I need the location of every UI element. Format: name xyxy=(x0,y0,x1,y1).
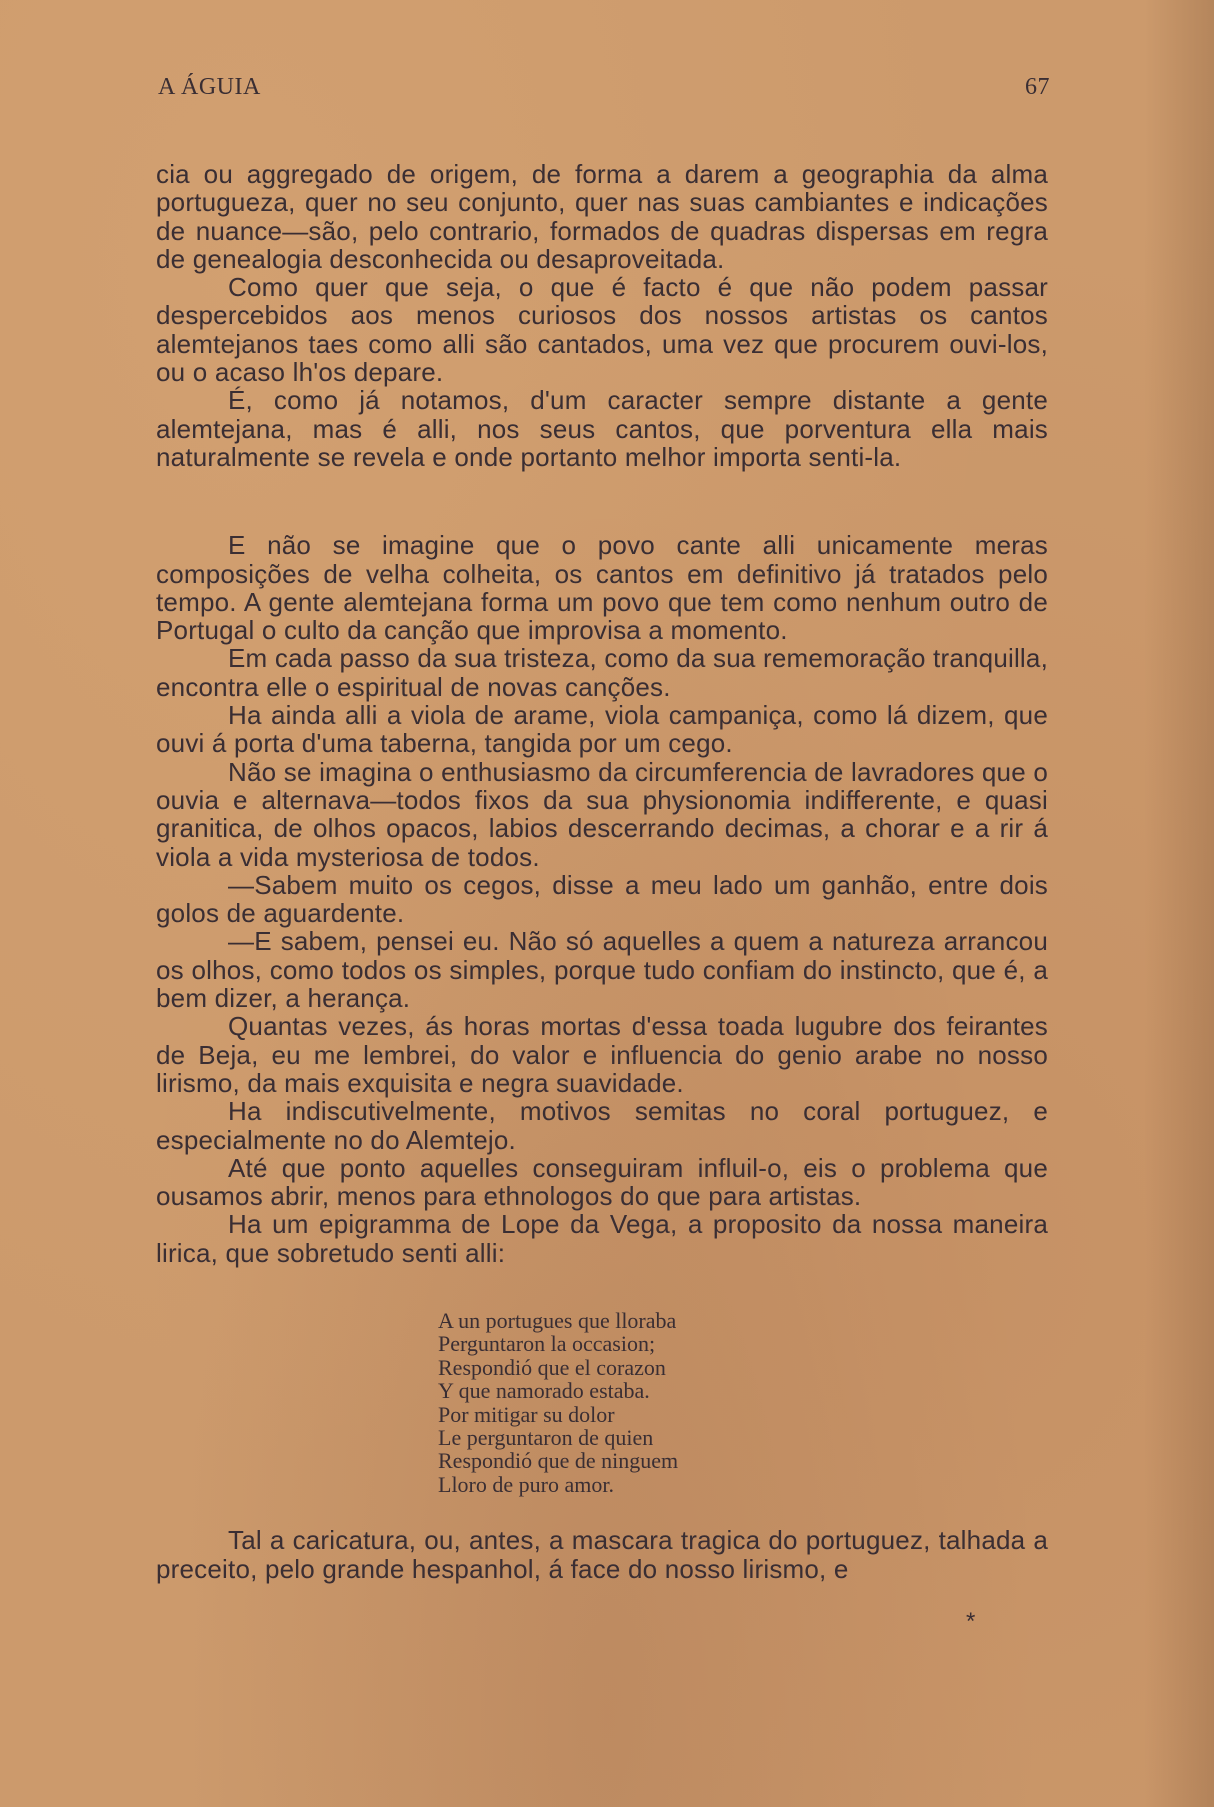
poem-line: Lloro de puro amor. xyxy=(438,1471,614,1497)
poem-line: Perguntaron la occasion; xyxy=(438,1331,656,1357)
paragraph: Ha indiscutivelmente, motivos semitas no coral portuguez, e especialmente no do Alemtejo. xyxy=(156,1096,1048,1155)
paragraph: Até que ponto aquelles conseguiram influil-o, eis o problema que ousamos abrir, menos para ethnologos do que para artistas. xyxy=(156,1152,1048,1212)
article-body xyxy=(156,160,1048,1583)
poem-line: Por mitigar su dolor xyxy=(438,1401,615,1427)
paragraph: Ha um epigramma de Lope da Vega, a proposito da nossa maneira lirica, que sobretudo senti alli: xyxy=(156,1209,1048,1268)
paragraph: cia ou aggregado de origem, de forma a darem a geographia da alma portugueza, quer no seu conjunto, quer nas suas cambiantes e indicações de nuance—são, pelo contrario, formados de quadras dispersas em regra de genealogia desconhecida ou desaproveitada. xyxy=(156,159,1048,274)
running-header xyxy=(158,74,1050,104)
poem-line: A un portugues que lloraba xyxy=(438,1307,677,1333)
poem-line: Respondió que el corazon xyxy=(438,1354,666,1380)
page-number: 67 xyxy=(1025,74,1050,100)
poem-line: Y que namorado estaba. xyxy=(438,1378,650,1404)
footnote-mark: * xyxy=(966,1608,976,1635)
epigram-poem xyxy=(438,1309,1048,1496)
journal-title: A ÁGUIA xyxy=(158,74,261,100)
paragraph: —E sabem, pensei eu. Não só aquelles a quem a natureza arrancou os olhos, como todos os simples, porque tudo confiam do instincto, que é, a bem dizer, a herança. xyxy=(156,926,1048,1014)
paragraph: —Sabem muito os cegos, disse a meu lado um ganhão, entre dois golos de aguardente. xyxy=(156,869,1048,929)
paragraph: Ha ainda alli a viola de arame, viola campaniça, como lá dizem, que ouvi á porta d'uma taberna, tangida por um cego. xyxy=(156,700,1048,759)
paragraph: Em cada passo da sua tristeza, como da sua rememoração tranquilla, encontra elle o espiritual de novas canções. xyxy=(156,643,1048,702)
paragraph: É, como já notamos, d'um caracter sempre distante a gente alemtejana, mas é alli, nos seus cantos, que porventura ella mais naturalmente se revela e onde portanto melhor importa senti-la. xyxy=(156,385,1048,472)
poem-line: Respondió que de ninguem xyxy=(438,1448,679,1474)
paragraph: E não se imagine que o povo cante alli unicamente meras composições de velha colheita, os cantos em definitivo já tratados pelo tempo. A gente alemtejana forma um povo que tem como nenhum outro de Portugal o culto da canção que improvisa a momento. xyxy=(156,530,1048,646)
paragraph: Quantas vezes, ás horas mortas d'essa toada lugubre dos feirantes de Beja, eu me lembrei, do valor e influencia do genio arabe no nosso lirismo, da mais exquisita e negra suavidade. xyxy=(156,1011,1048,1098)
page-edge-shadow xyxy=(1144,0,1214,1807)
closing-paragraph: Tal a caricatura, ou, antes, a mascara tragica do portuguez, talhada a preceito, pelo grande hespanhol, á face do nosso lirismo, e xyxy=(156,1525,1048,1584)
paragraph: Não se imagina o enthusiasmo da circumferencia de lavradores que o ouvia e alternava—todos fixos da sua physionomia indifferente, e quasi granitica, de olhos opacos, labios descerrando decimas, a chorar e a rir á viola a vida mysteriosa de todos. xyxy=(156,756,1048,872)
paragraph: Como quer que seja, o que é facto é que não podem passar despercebidos aos menos curiosos dos nossos artistas os cantos alemtejanos taes como alli são cantados, uma vez que procurem ouvi-los, ou o acaso lh'os depare. xyxy=(156,272,1048,388)
poem-line: Le perguntaron de quien xyxy=(438,1425,654,1451)
